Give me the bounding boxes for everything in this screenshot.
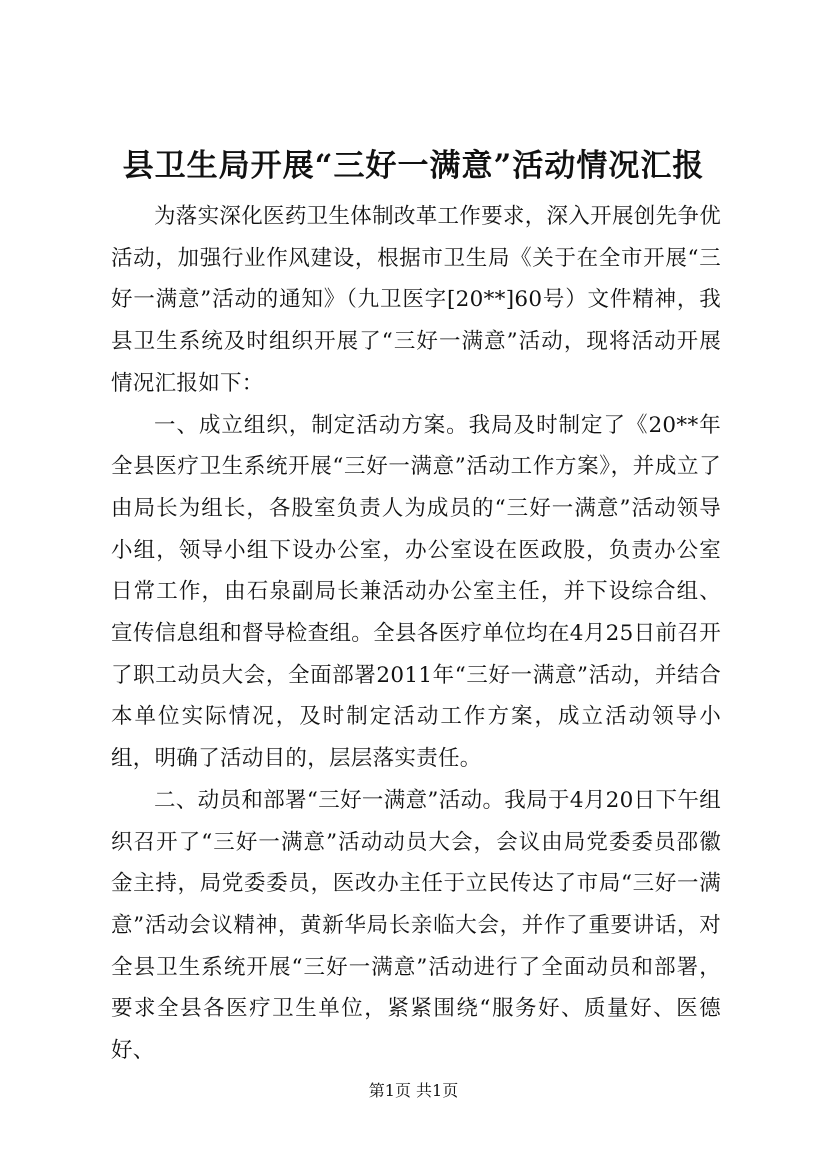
page-number-label: 第1页 共1页 (368, 1081, 459, 1100)
document-body (111, 196, 721, 1072)
document-title: 县卫生局开展“三好一满意”活动情况汇报 (122, 148, 705, 184)
paragraph-section-two: 二、动员和部署“三好一满意”活动。我局于4月20日下午组织召开了“三好一满意”活动动员大会，会议由局党委委员邵徽金主持，局党委委员，医改办主任于立民传达了市局“三好一满意”活动会议精神，黄新华局长亲临大会，并作了重要讲话，对全县卫生系统开展“三好一满意”活动进行了全面动员和部署，要求全县各医疗卫生单位，紧紧围绕“服务好、质量好、医德好、 (111, 787, 721, 1064)
paragraph-section-one: 一、成立组织，制定活动方案。我局及时制定了《20**年全县医疗卫生系统开展“三好一满意”活动工作方案》，并成立了由局长为组长，各股室负责人为成员的“三好一满意”活动领导小组，领导小组下设办公室，办公室设在医政股，负责办公室日常工作，由石泉副局长兼活动办公室主任，并下设综合组、宣传信息组和督导检查组。全县各医疗单位均在4月25日前召开了职工动员大会，全面部署2011年“三好一满意”活动，并结合本单位实际情况，及时制定活动工作方案，成立活动领导小组，明确了活动目的，层层落实责任。 (111, 412, 721, 772)
page-footer (0, 1080, 827, 1102)
paragraph-intro: 为落实深化医药卫生体制改革工作要求，深入开展创先争优活动，加强行业作风建设，根据市卫生局《关于在全市开展“三好一满意”活动的通知》（九卫医字[20**]60号）文件精神，我县卫生系统及时组织开展了“三好一满意”活动，现将活动开展情况汇报如下： (111, 204, 721, 396)
